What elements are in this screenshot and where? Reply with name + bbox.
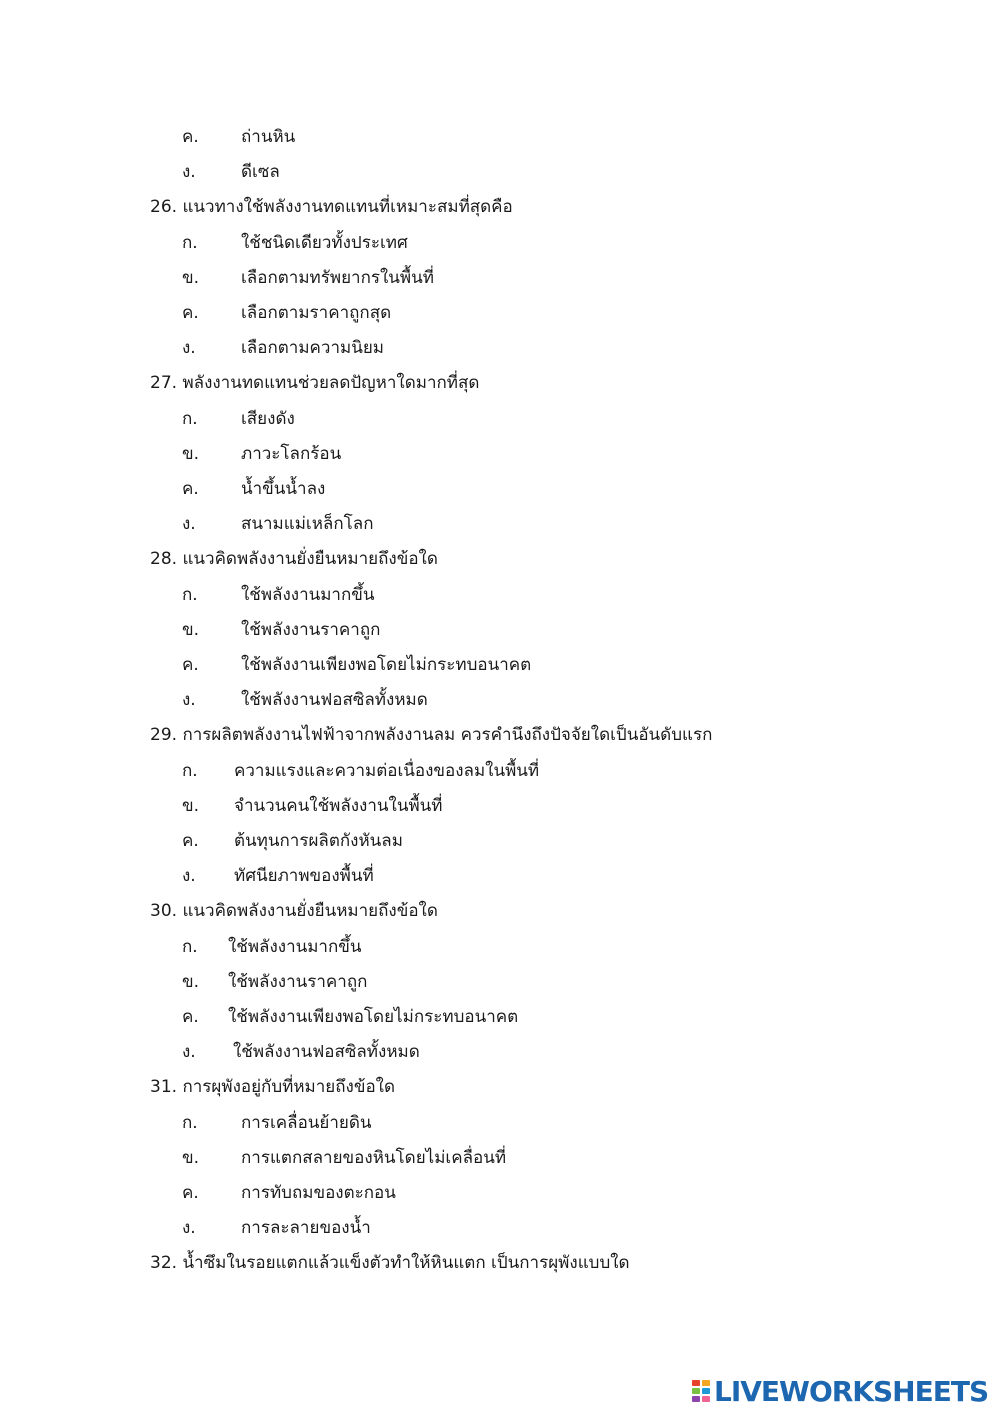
liveworksheets-logo bbox=[692, 1376, 988, 1408]
option-text: เลือกตามความนิยม bbox=[241, 338, 384, 358]
option-letter: ข. bbox=[182, 796, 200, 816]
option-letter: ค. bbox=[182, 127, 199, 147]
option-letter: ก. bbox=[182, 585, 198, 605]
option-letter: ง. bbox=[182, 866, 196, 886]
option-text: ใช้พลังงานมากขึ้น bbox=[228, 937, 362, 957]
option-letter: ก. bbox=[182, 761, 198, 781]
option-letter: ก. bbox=[182, 1113, 198, 1133]
option-letter: ข. bbox=[182, 620, 200, 640]
option-letter: ค. bbox=[182, 1183, 199, 1203]
option-letter: ค. bbox=[182, 303, 199, 323]
option-letter: ง. bbox=[182, 162, 196, 182]
option-letter: ก. bbox=[182, 937, 198, 957]
option-letter: ค. bbox=[182, 831, 199, 851]
option-text: ความแรงและความต่อเนื่องของลมในพื้นที่ bbox=[234, 761, 540, 781]
question-text: 32. น้ำซึมในรอยแตกแล้วแข็งตัวทำให้หินแตก เป็นการผุพังแบบใด bbox=[150, 1253, 630, 1273]
logo-square bbox=[692, 1388, 700, 1394]
liveworksheets-logo-icon bbox=[692, 1380, 712, 1404]
question-text: 31. การผุพังอยู่กับที่หมายถึงข้อใด bbox=[150, 1077, 396, 1097]
question-text: 28. แนวคิดพลังงานยั่งยืนหมายถึงข้อใด bbox=[150, 549, 438, 569]
question-text: 27. พลังงานทดแทนช่วยลดปัญหาใดมากที่สุด bbox=[150, 373, 480, 393]
option-text: ใช้พลังงานฟอสซิลทั้งหมด bbox=[233, 1042, 420, 1062]
option-text: ใช้พลังงานมากขึ้น bbox=[241, 585, 375, 605]
option-letter: ก. bbox=[182, 409, 198, 429]
logo-square bbox=[702, 1380, 710, 1386]
option-text: การละลายของน้ำ bbox=[241, 1218, 371, 1238]
option-letter: ง. bbox=[182, 1042, 196, 1062]
option-text: น้ำขึ้นน้ำลง bbox=[241, 479, 326, 499]
option-letter: ข. bbox=[182, 444, 200, 464]
option-text: ทัศนียภาพของพื้นที่ bbox=[234, 866, 374, 886]
question-text: 29. การผลิตพลังงานไฟฟ้าจากพลังงานลม ควรคำนึงถึงปัจจัยใดเป็นอันดับแรก bbox=[150, 725, 713, 745]
option-letter: ข. bbox=[182, 972, 200, 992]
option-letter: ค. bbox=[182, 655, 199, 675]
option-letter: ข. bbox=[182, 268, 200, 288]
option-text: เลือกตามราคาถูกสุด bbox=[241, 303, 392, 323]
option-text: การทับถมของตะกอน bbox=[241, 1183, 396, 1203]
option-letter: ข. bbox=[182, 1148, 200, 1168]
question-text: 30. แนวคิดพลังงานยั่งยืนหมายถึงข้อใด bbox=[150, 901, 438, 921]
option-text: เสียงดัง bbox=[241, 409, 295, 429]
liveworksheets-logo-text: LIVEWORKSHEETS bbox=[714, 1375, 989, 1408]
option-letter: ง. bbox=[182, 690, 196, 710]
option-text: จำนวนคนใช้พลังงานในพื้นที่ bbox=[234, 796, 443, 816]
option-text: ใช้พลังงานฟอสซิลทั้งหมด bbox=[241, 690, 428, 710]
question-text: 26. แนวทางใช้พลังงานทดแทนที่เหมาะสมที่สุดคือ bbox=[150, 197, 513, 217]
option-text: ภาวะโลกร้อน bbox=[241, 444, 342, 464]
option-text: การแตกสลายของหินโดยไม่เคลื่อนที่ bbox=[241, 1148, 507, 1168]
option-text: สนามแม่เหล็กโลก bbox=[241, 514, 374, 534]
option-letter: ง. bbox=[182, 1218, 196, 1238]
option-text: ถ่านหิน bbox=[241, 127, 296, 147]
option-text: ใช้พลังงานเพียงพอโดยไม่กระทบอนาคต bbox=[241, 655, 532, 675]
logo-square bbox=[692, 1380, 700, 1386]
option-letter: ง. bbox=[182, 514, 196, 534]
option-text: ใช้ชนิดเดียวทั้งประเทศ bbox=[241, 233, 408, 253]
option-letter: ก. bbox=[182, 233, 198, 253]
option-text: ต้นทุนการผลิตกังหันลม bbox=[234, 831, 403, 851]
option-letter: ค. bbox=[182, 1007, 199, 1027]
option-text: ใช้พลังงานราคาถูก bbox=[228, 972, 368, 992]
option-text: ใช้พลังงานเพียงพอโดยไม่กระทบอนาคต bbox=[228, 1007, 519, 1027]
option-text: ดีเซล bbox=[241, 162, 280, 182]
option-text: การเคลื่อนย้ายดิน bbox=[241, 1113, 372, 1133]
option-text: เลือกตามทรัพยากรในพื้นที่ bbox=[241, 268, 434, 288]
logo-square bbox=[692, 1396, 700, 1402]
option-letter: ค. bbox=[182, 479, 199, 499]
logo-square bbox=[702, 1388, 710, 1394]
option-text: ใช้พลังงานราคาถูก bbox=[241, 620, 381, 640]
option-letter: ง. bbox=[182, 338, 196, 358]
logo-square bbox=[702, 1396, 710, 1402]
